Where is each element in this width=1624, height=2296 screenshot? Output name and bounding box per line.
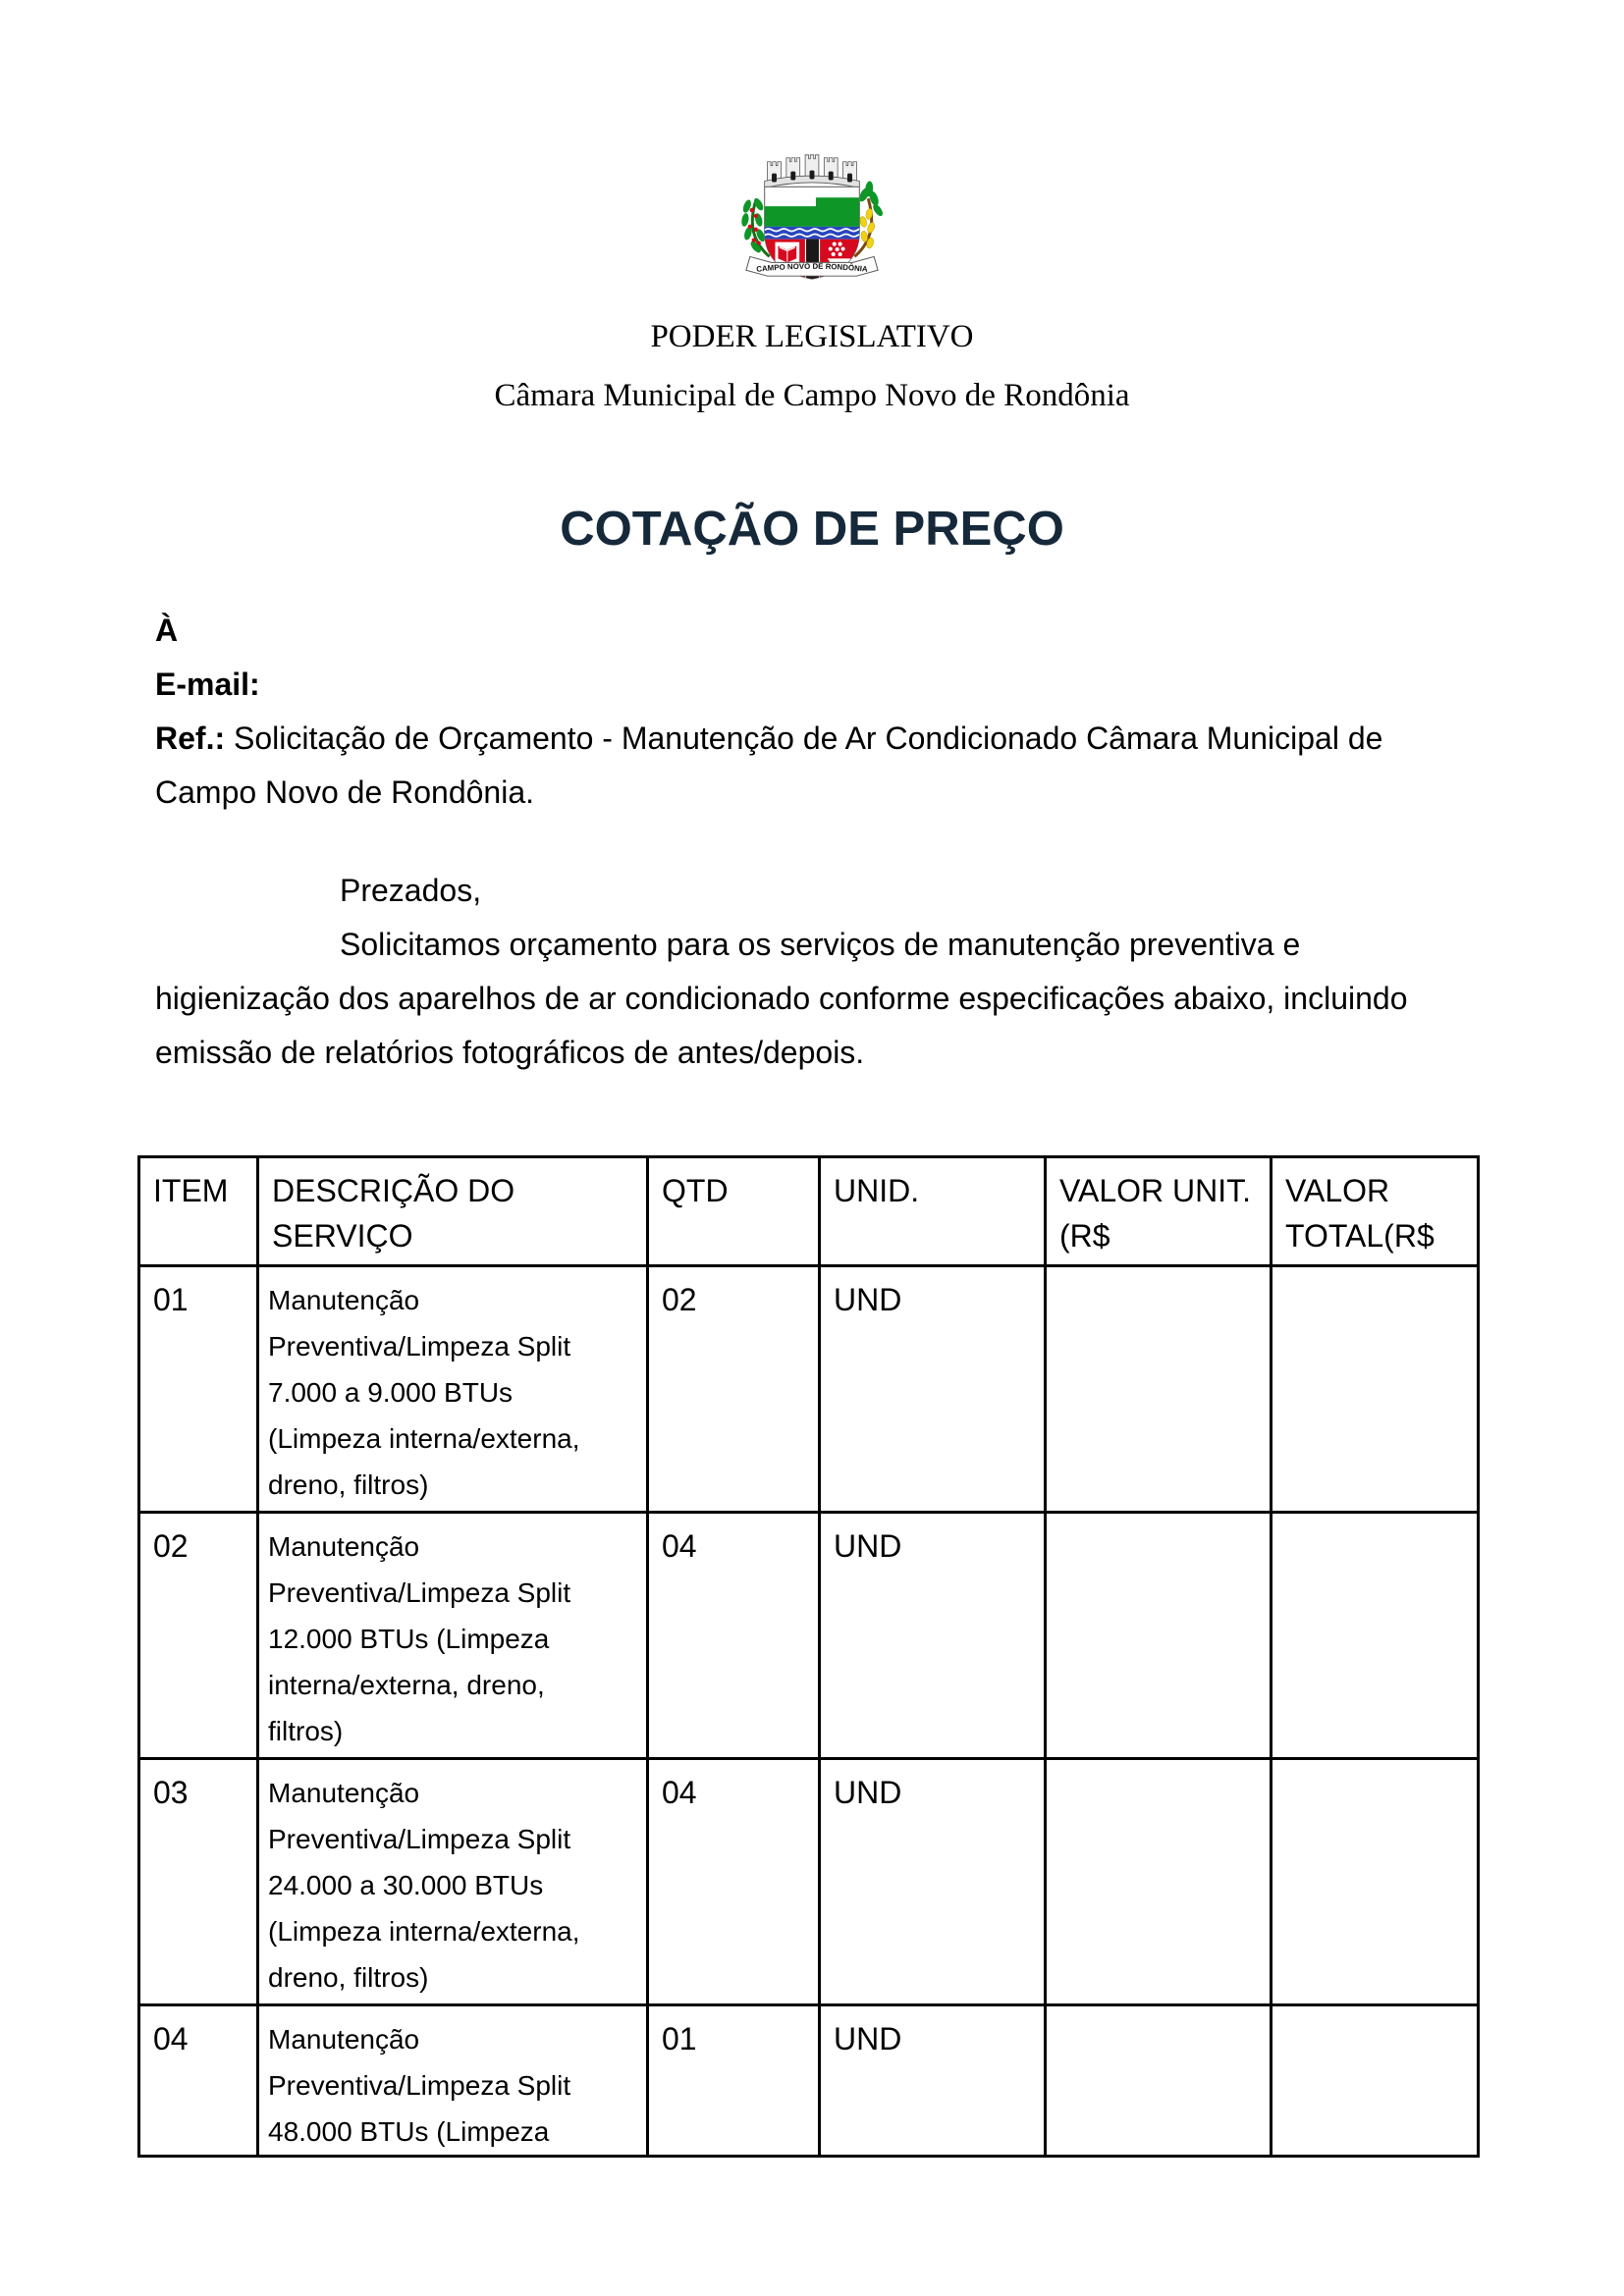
document-header — [0, 0, 1624, 415]
body-line-1: Solicitamos orçamento para os serviços de manutenção preventiva e — [340, 927, 1301, 962]
quote-table-body — [139, 1266, 1479, 2157]
ref-line-1 — [155, 712, 1487, 766]
col-header-valor-unit: VALOR UNIT.(R$ — [1046, 1157, 1272, 1266]
greeting-line: Prezados, — [340, 873, 482, 908]
table-row — [139, 1513, 1479, 1759]
qtd-cell: 02 — [648, 1266, 820, 1513]
email-line — [155, 658, 1487, 712]
ref-label: Ref.: — [155, 721, 226, 756]
unid-cell: UND — [820, 1759, 1046, 2005]
qtd-cell: 04 — [648, 1759, 820, 2005]
ref-text-1: Solicitação de Orçamento - Manutenção de Ar Condicionado Câmara Municipal de — [225, 721, 1383, 756]
page-title: COTAÇÃO DE PREÇO — [560, 503, 1064, 556]
table-row — [139, 2005, 1479, 2157]
valor-unit-cell — [1046, 1759, 1272, 2005]
descricao-cell: Manutenção Preventiva/Limpeza Split 48.000 BTUs (Limpeza — [258, 2005, 648, 2157]
col-header-unid: UNID. — [820, 1157, 1046, 1266]
valor-unit-cell — [1046, 1266, 1272, 1513]
valor-unit-cell — [1046, 2005, 1272, 2157]
quote-table — [137, 1155, 1480, 2158]
table-row — [139, 1759, 1479, 2005]
valor-total-cell — [1272, 1759, 1479, 2005]
valor-total-cell — [1272, 1266, 1479, 1513]
table-header-row — [139, 1157, 1479, 1266]
mural-crown-icon — [765, 155, 860, 188]
item-cell: 03 — [139, 1759, 258, 2005]
descricao-cell: Manutenção Preventiva/Limpeza Split 7.000 a 9.000 BTUs (Limpeza interna/externa, dreno, filtros) — [258, 1266, 648, 1513]
col-header-valor-total: VALOR TOTAL(R$ — [1272, 1157, 1479, 1266]
item-cell: 01 — [139, 1266, 258, 1513]
col-header-qtd: QTD — [648, 1157, 820, 1266]
unid-cell: UND — [820, 1266, 1046, 1513]
descricao-cell: Manutenção Preventiva/Limpeza Split 24.000 a 30.000 BTUs (Limpeza interna/externa, dreno, filtros) — [258, 1759, 648, 2005]
logo-banner-text: CAMPO NOVO DE RONDÔNIA — [755, 261, 869, 274]
coat-of-arms-logo — [734, 142, 890, 290]
valor-unit-cell — [1046, 1513, 1272, 1759]
descricao-cell: Manutenção Preventiva/Limpeza Split 12.000 BTUs (Limpeza interna/externa, dreno, filtros) — [258, 1513, 648, 1759]
email-label: E-mail: — [155, 667, 260, 702]
ref-line-2: Campo Novo de Rondônia. — [155, 774, 535, 810]
item-cell: 04 — [139, 2005, 258, 2157]
item-cell: 02 — [139, 1513, 258, 1759]
unid-cell: UND — [820, 2005, 1046, 2157]
body-line-3: emissão de relatórios fotográficos de antes/depois. — [155, 1035, 865, 1070]
body-line-2: higienização dos aparelhos de ar condicionado conforme especificações abaixo, incluindo — [155, 981, 1408, 1016]
org-name-line2: Câmara Municipal de Campo Novo de Rondônia — [494, 378, 1130, 413]
table-row — [139, 1266, 1479, 1513]
org-name-line1: PODER LEGISLATIVO — [650, 319, 974, 354]
letter-block — [155, 604, 1487, 1080]
recipient-line: À — [155, 613, 179, 648]
qtd-cell: 04 — [648, 1513, 820, 1759]
valor-total-cell — [1272, 2005, 1479, 2157]
col-header-descricao: DESCRIÇÃO DO SERVIÇO — [258, 1157, 648, 1266]
valor-total-cell — [1272, 1513, 1479, 1759]
col-header-item: ITEM — [139, 1157, 258, 1266]
unid-cell: UND — [820, 1513, 1046, 1759]
qtd-cell: 01 — [648, 2005, 820, 2157]
